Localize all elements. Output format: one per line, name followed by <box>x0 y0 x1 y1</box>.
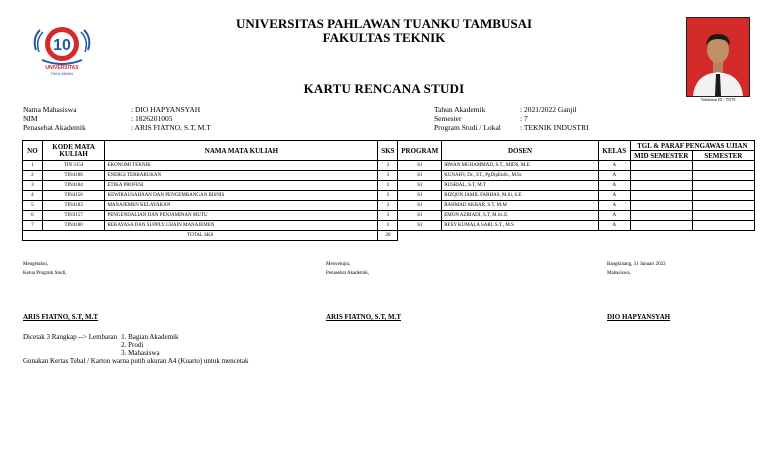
course-table <box>22 140 755 241</box>
header-semester: SEMESTER <box>692 151 754 161</box>
signer-name-advisor: ARIS FIATNO, S.T, M.T <box>326 313 402 321</box>
copy-item: 2. Prodi <box>121 341 144 349</box>
info-row-year: Tahun Akademik : 2021/2022 Ganjil <box>434 105 577 114</box>
signature-student: Bangkinang, 31 Januari 2022 Mahasiswa, <box>607 262 666 276</box>
signature-kaprodi: Mengetahui, Ketua Program Studi, <box>23 262 67 276</box>
paper-note: Gunakan Kertas Tebal / Karton warna putih ukuran A4 (Kuarto) untuk mencetak <box>23 357 249 365</box>
signer-name-student: DIO HAPYANSYAH <box>607 313 671 321</box>
faculty-name: FAKULTAS TEKNIK <box>322 30 446 45</box>
print-prefix: Dicetak 3 Rangkap --> Lembaran <box>23 333 118 341</box>
document-title: KARTU RENCANA STUDI <box>303 81 465 96</box>
header-program: PROGRAM <box>398 141 442 161</box>
header-kode: KODE MATA KULIAH <box>42 141 105 161</box>
info-row-nim: NIM : 1826201005 <box>23 114 173 123</box>
signer-name-kaprodi: ARIS FIATNO, S.T, M.T <box>23 313 99 321</box>
copy-item: 1. Bagian Akademik <box>121 333 179 341</box>
info-row-semester: Semester : 7 <box>434 114 528 123</box>
logo-text-2: PAHLAWAN <box>51 71 73 76</box>
logo-text-1: UNIVERSITAS <box>45 65 79 71</box>
student-info-right <box>434 105 589 132</box>
info-row-program: Program Studi / Lokal : TEKNIK INDUSTRI <box>434 123 589 132</box>
total-row <box>23 231 755 241</box>
header-ttd: TGL & PARAF PENGAWAS UJIAN <box>630 141 754 151</box>
table-row: 4 TIN4156 KEWIRAUSAHAAN DAN PENGEMBANGAN BISNIS 3 S1 RIZQON JAMIL FARHAS, M.Si, S.E A <box>23 191 755 201</box>
info-row-name: Nama Mahasiswa : DIO HAPYANSYAH <box>23 105 201 114</box>
logo-number: 10 <box>53 37 71 54</box>
print-notes <box>23 333 248 365</box>
header-sks: SKS <box>378 141 398 161</box>
total-value: 20 <box>378 231 398 241</box>
table-row: 2 TIN4186 ENERGI TERBARUKAN 3 S1 KUNAIFI, Dr., ST., PgDipEnSt., M.Sc A <box>23 171 755 181</box>
university-name: UNIVERSITAS PAHLAWAN TUANKU TAMBUSAI <box>235 16 533 31</box>
table-row: 7 TIN4180 REKAYASA DAN SUPPLY CHAIN MANAJEMEN 3 S1 RESY KUMALA SARI, S.T., M.S A <box>23 221 755 231</box>
total-label: TOTAL SKS <box>23 231 378 241</box>
validation-id: Validation ID : 79379 <box>700 97 736 102</box>
header-nama: NAMA MATA KULIAH <box>105 141 378 161</box>
header-dosen: DOSEN <box>442 141 599 161</box>
header-no: NO <box>23 141 43 161</box>
info-row-advisor: Penasehat Akademik : ARIS FIATNO, S.T, M.T <box>23 123 211 132</box>
copy-item: 3. Mahasiswa <box>121 349 160 357</box>
header-mid: MID SEMESTER <box>630 151 692 161</box>
table-row: 3 TIN4184 ETIKA PROFESI 2 S1 RUSRIAL, S.T, M.T A <box>23 181 755 191</box>
student-photo <box>686 17 750 97</box>
student-info-left <box>23 105 211 132</box>
table-row: 1 TIN 3154 EKONOMI TEKNIK 3 S1 IRWAN MUHAMMAD, S.T., MIDS, M.E. A <box>23 161 755 171</box>
table-row: 5 TIN4183 MANAJEMEN KELAYAKAN 3 S1 RAHMAD AKBAR, S.T, M.M A <box>23 201 755 211</box>
header-kelas: KELAS <box>598 141 630 161</box>
table-row: 6 TIN3157 PENGENDALIAN DAN PENJAMINAN MUTU 3 S1 EMON AZRIADI, S.T, M.Sc.E. A <box>23 211 755 221</box>
signature-advisor: Menyetujui, Penasehat Akademik, <box>326 262 370 276</box>
